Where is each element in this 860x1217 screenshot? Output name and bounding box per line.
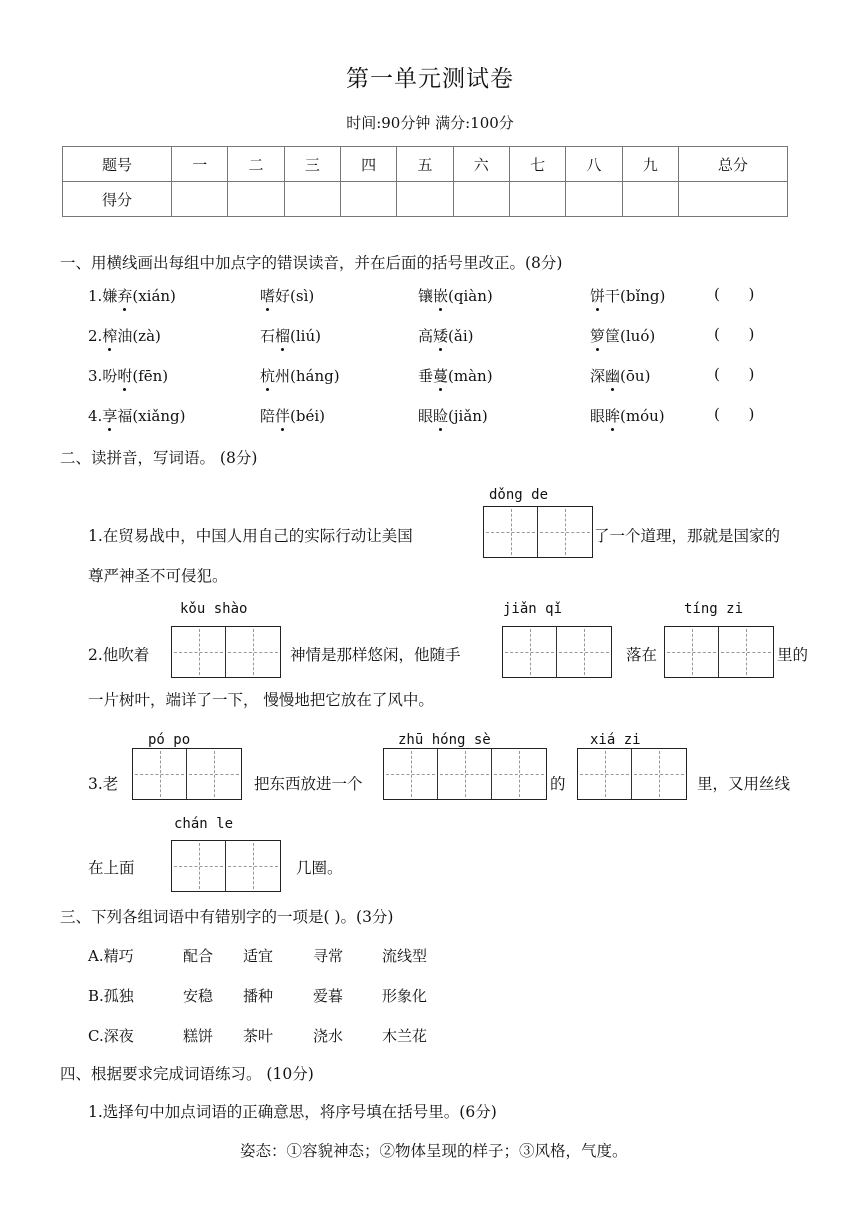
- word-char: 石: [260, 327, 276, 345]
- score-cell: 八: [566, 147, 622, 182]
- dotted-char: 嗜: [260, 287, 276, 305]
- score-input-cell[interactable]: [172, 182, 228, 217]
- word-char: 深: [590, 367, 606, 385]
- word-item: [260, 365, 340, 386]
- word-pinyin: (jiǎn): [448, 407, 488, 425]
- option-word: 适宜: [243, 947, 274, 965]
- option-word: 寻常: [313, 947, 344, 965]
- pinyin-label: zhū hóng sè: [398, 732, 491, 748]
- word-item: [260, 325, 321, 346]
- word-pinyin: 好(sì): [275, 287, 315, 305]
- section2-heading: 二、读拼音，写词语。 (8分): [60, 449, 258, 467]
- pinyin-label: jiǎn qǐ: [503, 601, 563, 617]
- writing-grid[interactable]: [171, 840, 281, 892]
- word-item: [88, 285, 176, 306]
- option-label[interactable]: A.精巧: [88, 947, 134, 965]
- question-text: 了一个道理，那就是国家的: [594, 527, 781, 545]
- word-item: [418, 405, 488, 426]
- question-text: 在上面: [88, 859, 135, 877]
- word-char: 垂: [418, 367, 434, 385]
- word-char: 镶: [418, 287, 434, 305]
- word-pinyin: 福(xiǎng): [117, 407, 186, 425]
- score-cell: 题号: [63, 147, 172, 182]
- option-word: 浇水: [313, 1027, 344, 1045]
- word-char: 吩: [102, 367, 118, 385]
- pinyin-label: tíng zi: [684, 601, 744, 617]
- word-item: [88, 365, 168, 386]
- dotted-char: 嵌: [433, 287, 449, 305]
- question-text: 一片树叶，端详了一下， 慢慢地把它放在了风中。: [88, 691, 434, 709]
- word-pinyin: (liú): [290, 327, 321, 345]
- item-number: 4.: [88, 407, 103, 425]
- option-word: 安稳: [183, 987, 214, 1005]
- writing-grid[interactable]: [171, 626, 281, 678]
- word-pinyin: (ōu): [620, 367, 651, 385]
- writing-grid[interactable]: [483, 506, 593, 558]
- pinyin-label: kǒu shào: [180, 601, 248, 617]
- score-table-score-row: [63, 182, 788, 217]
- score-table: [62, 146, 788, 217]
- word-pinyin: (béi): [290, 407, 326, 425]
- section1-heading: 一、用横线画出每组中加点字的错误读音，并在后面的括号里改正。(8分): [60, 254, 563, 272]
- section3-heading: 三、下列各组词语中有错别字的一项是( )。(3分): [60, 908, 394, 926]
- definition-text: 姿态：①容貌神态；②物体呈现的样子；③风格，气度。: [240, 1142, 628, 1160]
- question-text: 的: [550, 775, 566, 793]
- dotted-char: 箩: [590, 327, 606, 345]
- question-text: 里的: [777, 646, 809, 664]
- writing-grid[interactable]: [132, 748, 242, 800]
- pinyin-label: dǒng de: [489, 487, 549, 503]
- dotted-char: 眸: [605, 407, 621, 425]
- option-word: 爱暮: [313, 987, 344, 1005]
- item-number: 3.: [88, 367, 103, 385]
- item-number: 1.: [88, 287, 103, 305]
- score-input-cell[interactable]: [341, 182, 397, 217]
- word-char: 眼: [418, 407, 434, 425]
- score-cell: 七: [509, 147, 565, 182]
- word-item: [590, 405, 665, 426]
- option-word: 形象化: [382, 987, 428, 1005]
- page-title: 第一单元测试卷: [346, 66, 514, 92]
- question-text: 神情是那样悠闲，他随手: [290, 646, 461, 664]
- word-pinyin: 州(háng): [275, 367, 340, 385]
- word-item: [260, 285, 314, 306]
- option-word: 流线型: [382, 947, 428, 965]
- score-input-cell[interactable]: [453, 182, 509, 217]
- score-input-cell[interactable]: [622, 182, 678, 217]
- exam-info: 时间:90分钟 满分:100分: [346, 114, 514, 132]
- word-item: [418, 365, 493, 386]
- option-word: 配合: [183, 947, 214, 965]
- word-pinyin: (ǎi): [448, 327, 474, 345]
- dotted-char: 榴: [275, 327, 291, 345]
- answer-parentheses[interactable]: ( ): [714, 325, 755, 343]
- answer-parentheses[interactable]: ( ): [714, 285, 755, 303]
- word-pinyin: (qiàn): [448, 287, 493, 305]
- score-cell: 得分: [63, 182, 172, 217]
- word-pinyin: (fēn): [132, 367, 169, 385]
- word-item: [418, 325, 473, 346]
- option-word: 糕饼: [183, 1027, 214, 1045]
- writing-grid[interactable]: [577, 748, 687, 800]
- word-pinyin: (móu): [620, 407, 665, 425]
- answer-parentheses[interactable]: ( ): [714, 405, 755, 423]
- score-input-cell[interactable]: [509, 182, 565, 217]
- score-cell: 一: [172, 147, 228, 182]
- word-item: [418, 285, 493, 306]
- question-text: 落在: [626, 646, 658, 664]
- word-pinyin: (màn): [448, 367, 493, 385]
- option-label[interactable]: B.孤独: [88, 987, 134, 1005]
- item-number: 2.: [88, 327, 103, 345]
- dotted-char: 弃: [117, 287, 133, 305]
- score-input-cell[interactable]: [228, 182, 284, 217]
- writing-grid[interactable]: [502, 626, 612, 678]
- word-item: [590, 365, 650, 386]
- word-char: 陪: [260, 407, 276, 425]
- score-cell: 总分: [678, 147, 787, 182]
- word-char: 眼: [590, 407, 606, 425]
- score-input-cell[interactable]: [397, 182, 453, 217]
- dotted-char: 饼: [590, 287, 606, 305]
- score-cell: 五: [397, 147, 453, 182]
- score-cell: 四: [341, 147, 397, 182]
- dotted-char: 睑: [433, 407, 449, 425]
- dotted-char: 榨: [102, 327, 118, 345]
- word-char: 高: [418, 327, 434, 345]
- question-text: 里，又用丝线: [697, 775, 791, 793]
- score-input-cell[interactable]: [678, 182, 787, 217]
- score-table-header-row: [63, 147, 788, 182]
- writing-grid[interactable]: [664, 626, 774, 678]
- word-pinyin: (xián): [132, 287, 176, 305]
- dotted-char: 享: [102, 407, 118, 425]
- word-char: 嫌: [102, 287, 118, 305]
- option-label[interactable]: C.深夜: [88, 1027, 134, 1045]
- question-text: 2.他吹着: [88, 646, 150, 664]
- dotted-char: 蔓: [433, 367, 449, 385]
- writing-grid[interactable]: [383, 748, 547, 800]
- score-cell: 二: [228, 147, 284, 182]
- question-text: 1.选择句中加点词语的正确意思，将序号填在括号里。(6分): [88, 1103, 497, 1121]
- dotted-char: 杭: [260, 367, 276, 385]
- score-cell: 三: [284, 147, 340, 182]
- score-input-cell[interactable]: [284, 182, 340, 217]
- answer-parentheses[interactable]: ( ): [714, 365, 755, 383]
- score-cell: 六: [453, 147, 509, 182]
- dotted-char: 幽: [605, 367, 621, 385]
- word-item: [590, 285, 665, 306]
- word-pinyin: 干(bǐng): [605, 287, 666, 305]
- option-word: 播种: [243, 987, 274, 1005]
- pinyin-label: pó po: [148, 732, 191, 748]
- word-item: [260, 405, 325, 426]
- word-item: [590, 325, 655, 346]
- score-cell: 九: [622, 147, 678, 182]
- question-text: 3.老: [88, 775, 119, 793]
- word-item: [88, 405, 186, 426]
- question-text: 1.在贸易战中，中国人用自己的实际行动让美国: [88, 527, 413, 545]
- section4-heading: 四、根据要求完成词语练习。 (10分): [60, 1065, 314, 1083]
- word-pinyin: 油(zà): [117, 327, 161, 345]
- score-input-cell[interactable]: [566, 182, 622, 217]
- option-word: 茶叶: [243, 1027, 274, 1045]
- question-text: 几圈。: [296, 859, 343, 877]
- question-text: 尊严神圣不可侵犯。: [88, 567, 228, 585]
- word-pinyin: 筐(luó): [605, 327, 656, 345]
- dotted-char: 咐: [117, 367, 133, 385]
- dotted-char: 矮: [433, 327, 449, 345]
- question-text: 把东西放进一个: [254, 775, 363, 793]
- dotted-char: 伴: [275, 407, 291, 425]
- option-word: 木兰花: [382, 1027, 428, 1045]
- pinyin-label: xiá zi: [590, 732, 641, 748]
- word-item: [88, 325, 161, 346]
- pinyin-label: chán le: [174, 816, 234, 832]
